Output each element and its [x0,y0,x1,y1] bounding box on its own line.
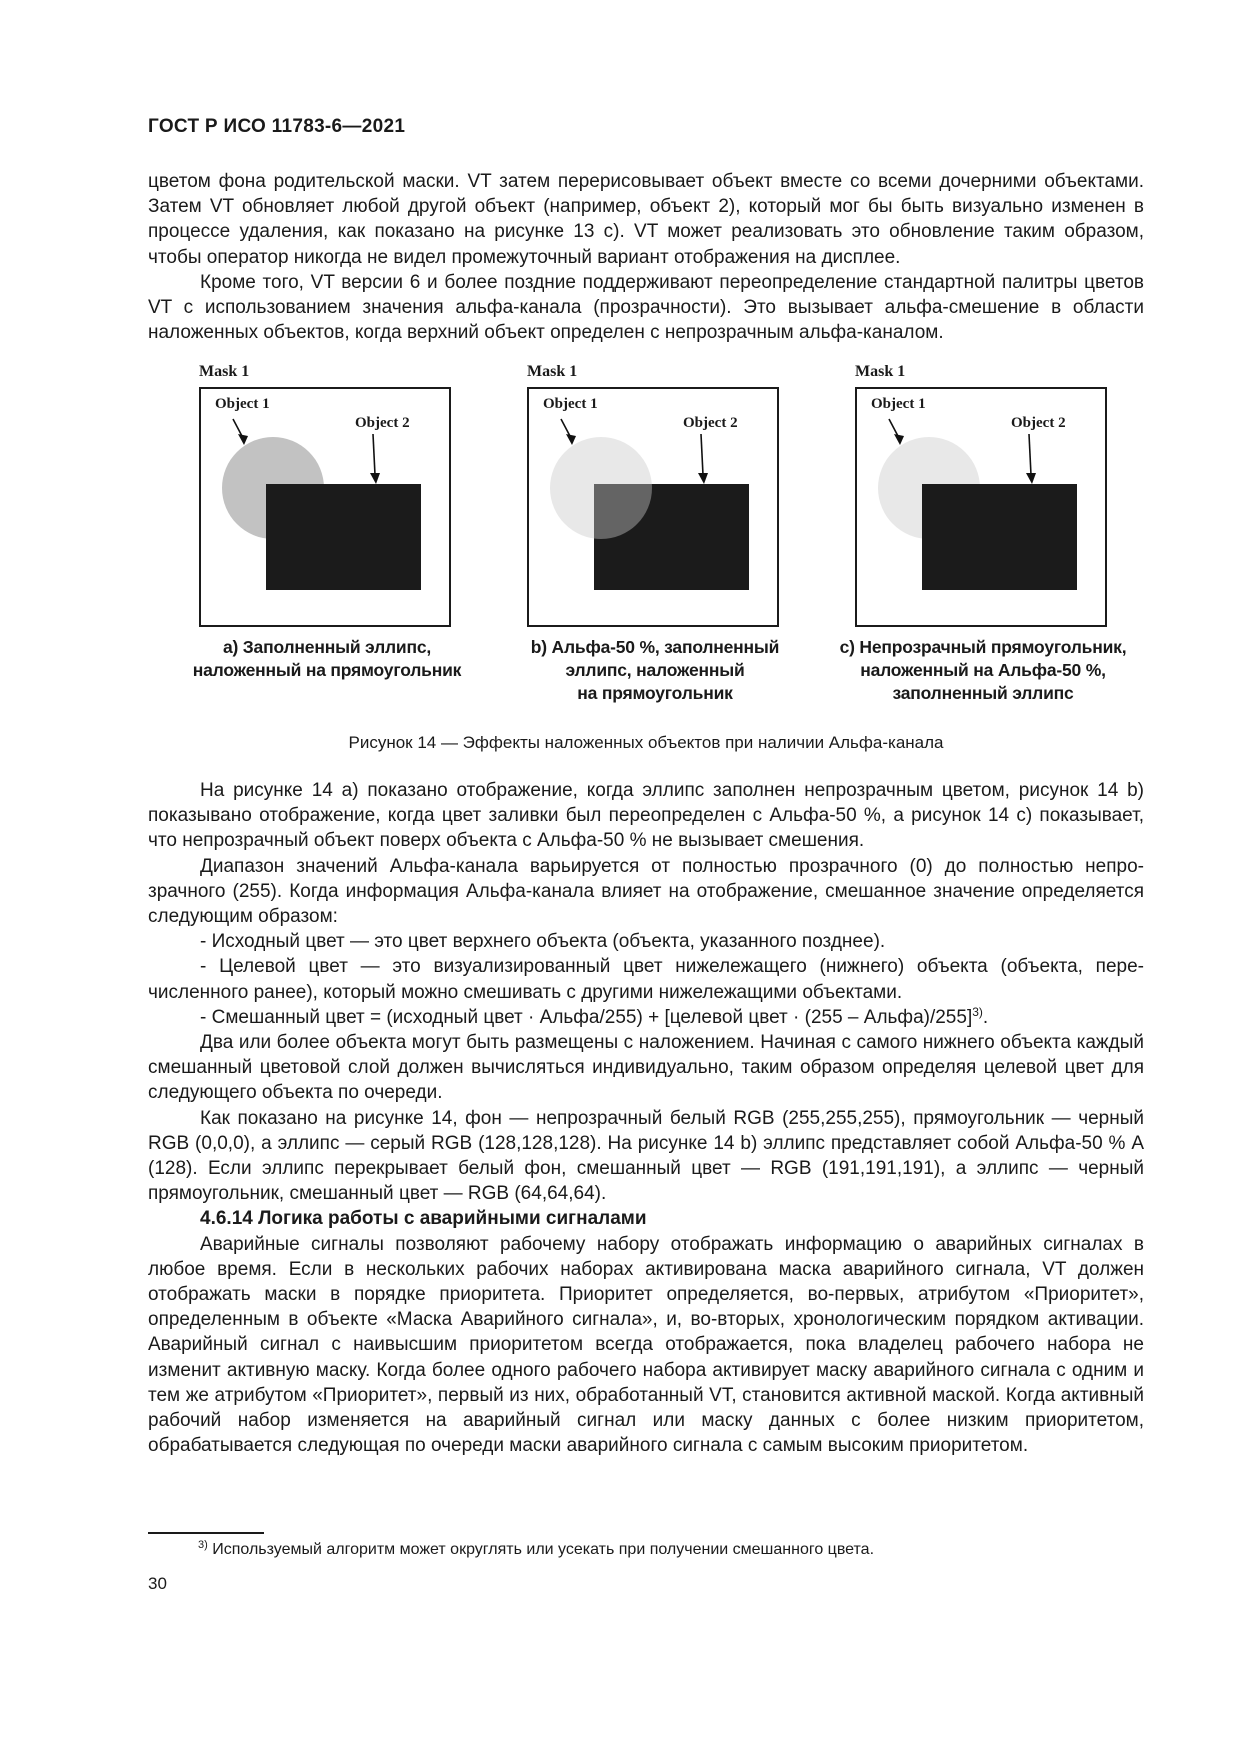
object2-label: Object 2 [1011,415,1066,431]
caption-c [824,636,1142,705]
pointer-arrows [529,389,777,625]
caption-line: наложенный на Альфа-50 %, [860,660,1106,680]
arrow-head-icon [1026,473,1036,484]
arrow-head-icon [894,434,904,445]
caption-line: b) Альфа-50 %, заполненный [530,637,780,657]
footnote-marker: 3) [198,1539,208,1551]
pointer-arrows [857,389,1105,625]
paragraph: Два или более объекта могут быть размещены с наложением. Начиная с самого нижнего объекта каждый смешанный цветовой слой должен вычисляться индивидуально, таким образом определяя целевой цвет для следующего объекта по очереди. [148,1032,1144,1104]
mask-frame [855,387,1107,627]
footnote-divider [148,1532,264,1534]
mask-label: Mask 1 [527,363,578,380]
paragraph: цветом фона родительской маски. VT затем перерисовывает объект вместе со всеми дочерними объектами. Затем VT обновляет любой другой объект (например, объект 2), который мог бы быть визуально изменен в процессе удаления, как показано на рисунке 13 c). VT может реализовать это обновление таким образом, чтобы оператор никогда не видел промежуточный вариант отображения на дисплее. [148,171,1144,268]
footnote-ref: 3) [972,1004,983,1019]
object2-label: Object 2 [355,415,410,431]
punctuation: . [982,1006,989,1028]
object2-label: Object 2 [683,415,738,431]
footnote [198,1541,874,1559]
mask-label: Mask 1 [199,363,250,380]
caption-line: заполненный эллипс [892,683,1074,703]
intro-text [148,169,1144,345]
object1-label: Object 1 [543,396,598,412]
arrow-head-icon [238,434,248,445]
paragraph: Аварийные сигналы позволяют рабочему набору отображать информацию о аварийных сигналах в любое время. Если в нескольких рабочих наборах активирована маска аварийного сигнала, VT должен отображать маски в порядке приоритета. Приоритет определяется, во-первых, атрибутом «Приоритет», определенным в объекте «Маска Аварийного сигнала», и, во-вторых, хронологическим порядком активации. Аварийный сигнал с наивысшим приоритетом всегда отображается, пока владелец рабочего набора не изменит активную маску. Когда более одного рабочего набора активирует маску аварийного сигнала с одним и тем же атрибутом «Приоритет», первый из них, обработанный VT, становится активной маской. Когда активный рабочий набор изменяется на аварийный сигнал или маску данных с более низким приоритетом, обрабатывается следующая по очереди маски аварийного сигнала с самым высоким приоритетом. [148,1233,1144,1457]
caption-line: эллипс, наложенный [565,660,745,680]
paragraph: Как показано на рисунке 14, фон — непрозрачный белый RGB (255,255,255), прямоугольник — черный RGB (0,0,0), а эллипс — серый RGB (128,128,128). На рисунке 14 b) эллипс представляет собой Альфа-50 % А (128). Если эллипс перекрывает белый фон, смешанный цвет — RGB (191,191,191), а эллипс — черный прямоугольник, смешанный цвет — RGB (64,64,64). [148,1107,1144,1205]
arrow-head-icon [698,473,708,484]
paragraph: Кроме того, VT версии 6 и более поздние поддерживают переопределение стандартной палитры цветов VT с использованием значения альфа-канала (прозрачности). Это вызывает альфа-смешение в области наложенных объектов, когда верхний объект определен с непрозрачным альфа-каналом. [148,271,1144,344]
pointer-arrows [201,389,449,625]
caption-b [496,636,814,705]
caption-line: а) Заполненный эллипс, [222,637,432,657]
arrow-head-icon [566,434,576,445]
list-item: - Исходный цвет — это цвет верхнего объекта (объекта, указанного позднее). [200,931,886,953]
page-number: 30 [148,1574,167,1593]
section-heading: 4.6.14 Логика работы с аварийными сигналами [200,1208,647,1230]
list-item [148,1005,1144,1030]
caption-line: на прямоугольник [577,683,733,703]
caption-line: с) Непрозрачный прямоугольник, [839,637,1127,657]
figure-title: Рисунок 14 — Эффекты наложенных объектов при наличии Альфа-канала [348,733,944,752]
footnote-text: Используемый алгоритм может округлять или усекать при получении смешанного цвета. [212,1541,875,1558]
caption-line: наложенный на прямоугольник [192,660,462,680]
document-header: ГОСТ Р ИСО 11783-6—2021 [148,116,406,137]
formula-text: - Смешанный цвет = (исходный цвет · Альфа/255) + [целевой цвет · (255 – Альфа)/255] [200,1006,973,1028]
mask-frame [527,387,779,627]
object1-label: Object 1 [215,396,270,412]
mask-frame [199,387,451,627]
mask-label: Mask 1 [855,363,906,380]
paragraph: Диапазон значений Альфа-канала варьируется от полностью прозрачного (0) до полностью непрозрачного (255). Когда информация Альфа-канала влияет на отображение, смешанное значение определяется следующим образом: [148,855,1144,928]
list-item: - Целевой цвет — это визуализированный цвет нижележащего (нижнего) объекта (объекта, перечисленного ранее), который можно смешивать с другими нижележащими объектами. [148,956,1144,1003]
object1-label: Object 1 [871,396,926,412]
paragraph: На рисунке 14 а) показано отображение, когда эллипс заполнен непрозрачным цветом, рисунок 14 b) показывано отображение, когда цвет заливки был переопределен с Альфа-50 %, а рисунок 14 с) показывает, что непрозрачный объект поверх объекта с Альфа-50 % не вызывает смешения. [148,780,1144,852]
arrow-head-icon [370,473,380,484]
body-text [148,778,1144,1458]
caption-a [168,636,486,682]
